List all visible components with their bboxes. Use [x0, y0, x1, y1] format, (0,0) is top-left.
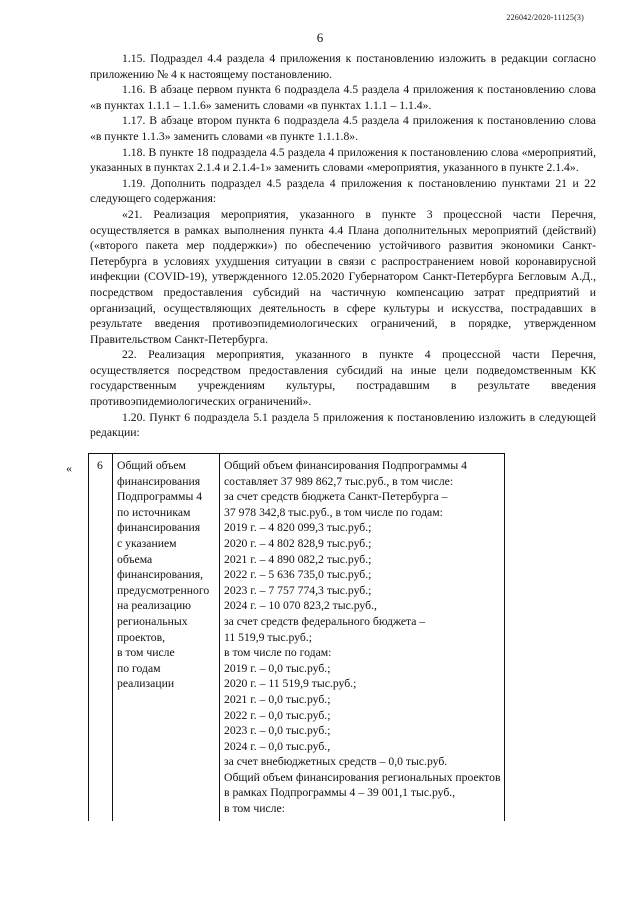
content-line: в том числе по годам: — [224, 646, 332, 660]
title-line: в том числе — [117, 646, 175, 660]
title-line: финансирования — [117, 474, 201, 488]
title-line: Общий объем — [117, 459, 186, 472]
content-line: 2022 г. – 0,0 тыс.руб.; — [224, 708, 331, 722]
title-line: по источникам — [117, 505, 191, 519]
paragraph-1-19: 1.19. Дополнить подраздел 4.5 раздела 4 приложения к постановлению пунктами 21 и 22 следующего содержания: — [90, 176, 596, 206]
content-line: за счет средств бюджета Санкт-Петербурга – — [224, 490, 448, 504]
content-line: 37 978 342,8 тыс.руб., в том числе по годам: — [224, 505, 443, 519]
row-title-cell — [113, 454, 220, 821]
content-line: Общий объем финансирования региональных проектов — [224, 770, 501, 784]
title-line: с указанием — [117, 536, 177, 550]
page-number: 6 — [316, 30, 324, 45]
paragraph-1-18: 1.18. В пункте 18 подраздела 4.5 раздела 4 приложения к постановлению слова «мероприятий, указанных в пунктах 2.1.4 и 2.1.4-1» заменить словами «мероприятия, указанного в пункте 2.1.4». — [90, 145, 596, 175]
content-line: за счет внебюджетных средств – 0,0 тыс.руб. — [224, 755, 448, 769]
document-body — [90, 51, 596, 441]
title-line: по годам — [117, 661, 161, 675]
title-line: проектов, — [117, 630, 166, 644]
paragraph-1-17: 1.17. В абзаце втором пункта 6 подраздела 4.5 раздела 4 приложения к постановлению слова «в пункте 1.1.3» заменить словами «в пункте 1.1.1.8». — [90, 114, 596, 143]
content-line: за счет средств федерального бюджета – — [224, 614, 426, 628]
row-number-cell: 6 — [89, 454, 113, 821]
content-line: 2020 г. – 11 519,9 тыс.руб.; — [224, 677, 357, 691]
content-line: 2023 г. – 0,0 тыс.руб.; — [224, 724, 331, 738]
paragraph-1-16: 1.16. В абзаце первом пункта 6 подраздела 4.5 раздела 4 приложения к постановлению слова «в пунктах 1.1.1 – 1.1.6» заменить словами «в пунктах 1.1.1 – 1.1.4». — [90, 83, 596, 112]
content-line: 2023 г. – 7 757 774,3 тыс.руб.; — [224, 583, 372, 597]
table-row — [89, 454, 505, 821]
content-line: 2021 г. – 0,0 тыс.руб.; — [224, 692, 331, 706]
content-line: в том числе: — [224, 802, 285, 816]
content-line: в рамках Подпрограммы 4 – 39 001,1 тыс.руб., — [224, 786, 456, 800]
document-id: 226042/2020-11125(3) — [506, 13, 584, 22]
title-line: реализации — [117, 677, 175, 691]
title-line: объема — [117, 552, 153, 566]
title-line: региональных — [117, 614, 188, 628]
content-line: 2024 г. – 0,0 тыс.руб., — [224, 739, 331, 753]
title-line: финансирования — [117, 521, 201, 535]
content-line: 2024 г. – 10 070 823,2 тыс.руб., — [224, 599, 377, 613]
title-line: на реализацию — [117, 599, 191, 613]
content-line: 2019 г. – 4 820 099,3 тыс.руб.; — [224, 521, 372, 535]
content-line: 2022 г. – 5 636 735,0 тыс.руб.; — [224, 568, 372, 582]
row-content-cell — [220, 454, 505, 821]
financing-table — [88, 453, 505, 821]
content-line: 2019 г. – 0,0 тыс.руб.; — [224, 661, 331, 675]
table-open-quote: « — [66, 461, 72, 475]
content-line: 2020 г. – 4 802 828,9 тыс.руб.; — [224, 536, 372, 550]
paragraph-1-20: 1.20. Пункт 6 подраздела 5.1 раздела 5 приложения к постановлению изложить в следующей редакции: — [90, 410, 596, 440]
title-line: Подпрограммы 4 — [117, 490, 203, 504]
content-line: Общий объем финансирования Подпрограммы 4 — [224, 459, 467, 472]
title-line: финансирования, — [117, 568, 204, 582]
paragraph-21: «21. Реализация мероприятия, указанного в пункте 3 процессной части Перечня, осуществляется в рамках выполнения пункта 4.4 Плана дополнительных мероприятий (действий) («второго пакета мер поддержки») по обеспечению устойчивого развития экономики Санкт-Петербурга в условиях ухудшения ситуации в связи с распространением новой коронавирусной инфекции (COVID-19), утвержденного 12.05.2020 Губернатором Санкт-Петербурга Бегловым А.Д., посредством предоставления субсидий на частичную компенсацию затрат предприятий и организаций, осуществляющих деятельность в сфере культуры и искусства, пострадавших в результате введения противоэпидемиологических ограничений, в порядке, утвержденном Правительством Санкт-Петербурга. — [90, 207, 596, 346]
title-line: предусмотренного — [117, 583, 210, 597]
content-line: составляет 37 989 862,7 тыс.руб., в том числе: — [224, 474, 454, 488]
paragraph-22: 22. Реализация мероприятия, указанного в пункте 4 процессной части Перечня, осуществляется посредством предоставления субсидий на иные цели подведомственным КК государственным учреждениям культуры, пострадавшим в результате введения противоэпидемиологических ограничений». — [90, 348, 596, 409]
paragraph-1-15: 1.15. Подраздел 4.4 раздела 4 приложения к постановлению изложить в редакции согласно приложению № 4 к настоящему постановлению. — [90, 52, 596, 81]
content-line: 2021 г. – 4 890 082,2 тыс.руб.; — [224, 552, 372, 566]
content-line: 11 519,9 тыс.руб.; — [224, 630, 312, 644]
